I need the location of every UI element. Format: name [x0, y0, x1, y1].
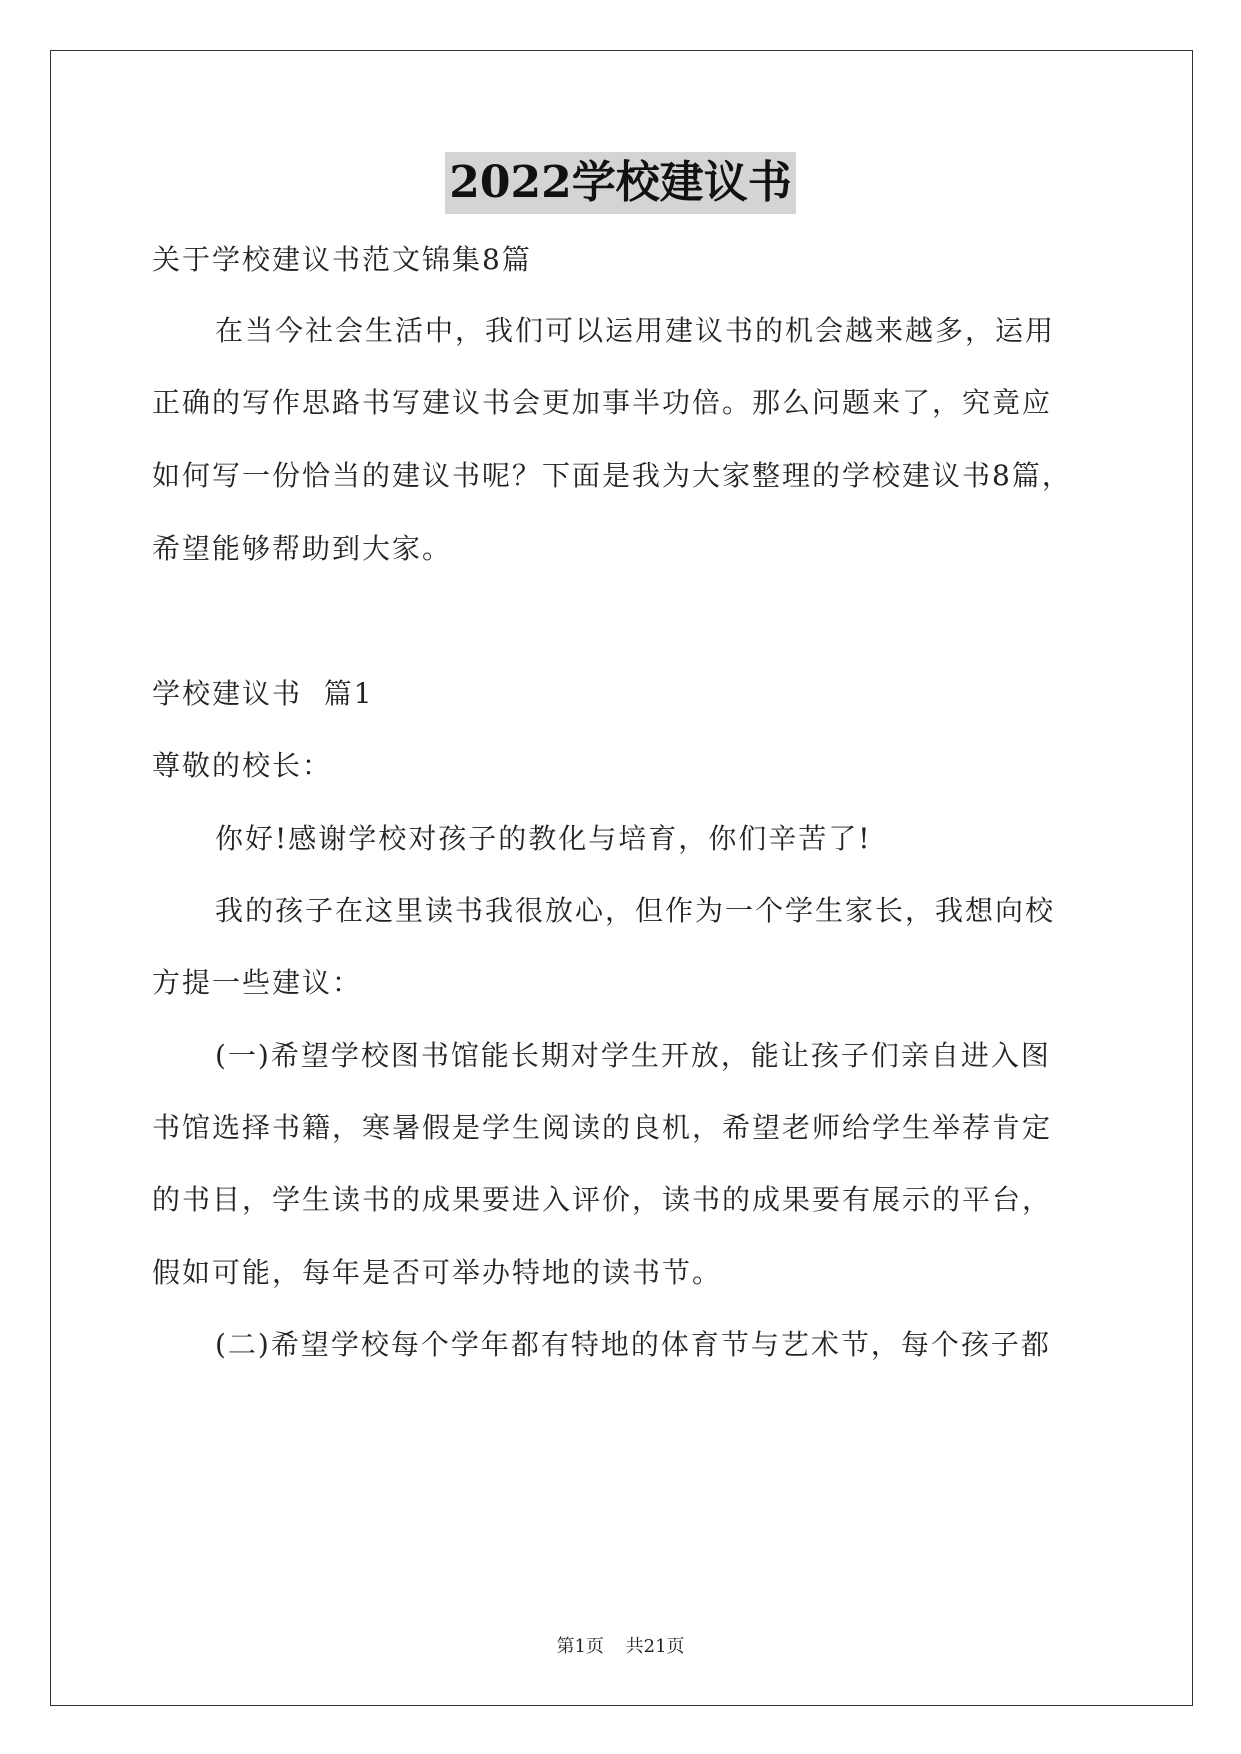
page-border — [50, 50, 1193, 1706]
section-heading: 学校建议书 篇1 — [152, 677, 374, 710]
body-line-1: 你好!感谢学校对孩子的教化与培育，你们辛苦了! — [215, 822, 872, 855]
page-number: 第1页 — [556, 1636, 604, 1657]
body-line-5: 书馆选择书籍，寒暑假是学生阅读的良机，希望老师给学生举荐肯定 — [152, 1111, 1053, 1144]
body-line-4: (一)希望学校图书馆能长期对学生开放，能让孩子们亲自进入图 — [215, 1039, 1051, 1072]
intro-line-3: 如何写一份恰当的建议书呢？下面是我为大家整理的学校建议书8篇， — [152, 459, 1072, 492]
document-title: 2022学校建议书 — [445, 152, 795, 214]
body-line-6: 的书目，学生读书的成果要进入评价，读书的成果要有展示的平台， — [152, 1183, 1053, 1216]
page-total: 共21页 — [625, 1636, 685, 1657]
document-title-wrap — [0, 152, 1241, 214]
page-footer — [0, 1632, 1241, 1658]
salutation: 尊敬的校长： — [152, 749, 333, 782]
intro-line-2: 正确的写作思路书写建议书会更加事半功倍。那么问题来了，究竟应 — [152, 386, 1053, 419]
body-line-2: 我的孩子在这里读书我很放心，但作为一个学生家长，我想向校 — [215, 894, 1056, 927]
intro-line-4: 希望能够帮助到大家。 — [152, 532, 453, 565]
intro-line-1: 在当今社会生活中，我们可以运用建议书的机会越来越多，运用 — [215, 314, 1056, 347]
body-line-8: (二)希望学校每个学年都有特地的体育节与艺术节，每个孩子都 — [215, 1328, 1051, 1361]
body-line-7: 假如可能，每年是否可举办特地的读书节。 — [152, 1256, 723, 1289]
body-line-3: 方提一些建议： — [152, 966, 363, 999]
document-subtitle: 关于学校建议书范文锦集8篇 — [152, 243, 532, 276]
